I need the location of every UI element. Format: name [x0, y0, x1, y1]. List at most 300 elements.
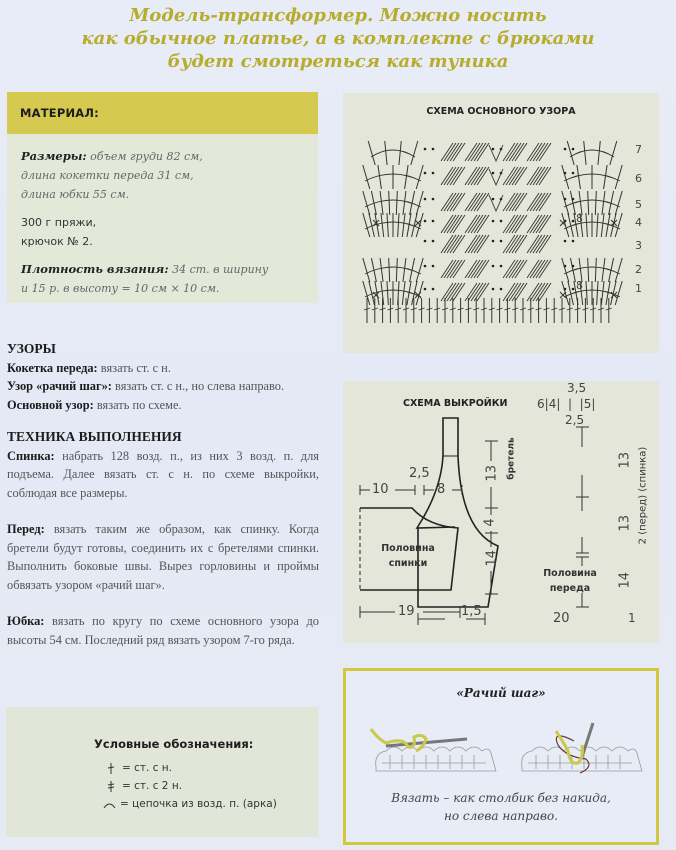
shell-stitch — [536, 215, 548, 233]
center-v — [489, 169, 503, 185]
legend-item: = цепочка из возд. п. (арка) — [103, 798, 277, 810]
left-fan-stitch — [380, 258, 383, 282]
left-fan-stitch — [405, 165, 409, 189]
shell-stitch — [536, 235, 548, 253]
left-fan-stitch — [416, 191, 423, 215]
chain-dot — [424, 198, 427, 201]
row-number: 3 — [635, 239, 642, 252]
shell-stitch — [447, 260, 459, 278]
shell-stitch — [515, 167, 527, 185]
pattern-item: Узор «рачий шаг»: вязать ст. с н., но слева направо. — [7, 379, 285, 393]
shell-stitch — [539, 193, 551, 211]
shell-stitch — [512, 215, 524, 233]
row-number: 5 — [635, 198, 642, 211]
shell-stitch — [441, 260, 453, 278]
shell-stitch — [465, 260, 477, 278]
shell-stitch — [527, 167, 539, 185]
right-fan-stitch — [595, 258, 596, 282]
chain-dot — [432, 148, 435, 151]
shell-stitch — [444, 260, 456, 278]
shell-stitch — [450, 143, 462, 161]
chain-dot — [572, 265, 575, 268]
sizes-line-1: объем груди 82 см, — [86, 150, 203, 163]
shell-stitch — [450, 260, 462, 278]
sizes-line-2: длина кокетки переда 31 см, — [21, 169, 194, 182]
shell-stitch — [471, 283, 483, 301]
title-line-3: будет смотреться как туника — [167, 51, 509, 72]
shell-stitch — [533, 193, 545, 211]
left-fan-stitch — [387, 281, 388, 305]
shell-stitch — [447, 215, 459, 233]
shell-stitch — [509, 143, 521, 161]
chain-dot — [424, 148, 427, 151]
shell-stitch — [441, 167, 453, 185]
shell-stitch — [474, 260, 486, 278]
chain-dot — [492, 198, 495, 201]
chain-dot — [492, 288, 495, 291]
right-fan-stitch — [604, 165, 608, 189]
shell-stitch — [527, 193, 539, 211]
chain-dot — [572, 148, 575, 151]
dim-front-h-upper: 13 — [617, 451, 633, 469]
chain-dot — [424, 240, 427, 243]
dim-front-h-mid: 13 — [617, 514, 633, 532]
dim-front-bottom: 20 — [553, 611, 570, 626]
chain-dot — [564, 240, 567, 243]
shell-stitch — [506, 167, 518, 185]
shell-stitch — [506, 283, 518, 301]
shell-stitch — [447, 193, 459, 211]
shell-stitch — [447, 167, 459, 185]
dim-back-bottom-extra: 1,5 — [461, 604, 482, 619]
shell-stitch — [450, 215, 462, 233]
shell-stitch — [530, 235, 542, 253]
shell-stitch — [515, 143, 527, 161]
shell-stitch — [539, 283, 551, 301]
dim-front-2-5: 2,5 — [565, 413, 585, 427]
shell-stitch — [453, 167, 465, 185]
right-fan-stitch — [562, 258, 569, 282]
right-fan-stitch — [601, 281, 604, 305]
shell-stitch — [503, 235, 515, 253]
shell-stitch — [468, 260, 480, 278]
dim-front-3-5: 3,5 — [567, 381, 587, 395]
arch-icon — [103, 799, 116, 810]
shell-stitch — [527, 283, 539, 301]
garment-pattern-scheme — [343, 381, 659, 643]
shell-stitch — [465, 235, 477, 253]
crab-stitch-box — [343, 668, 659, 845]
shell-stitch — [515, 215, 527, 233]
left-fan-stitch — [385, 141, 387, 165]
shell-stitch — [453, 215, 465, 233]
crab-stitch-illustration — [346, 709, 656, 789]
shell-stitch — [527, 143, 539, 161]
technique-section — [7, 428, 319, 649]
shell-stitch — [465, 167, 477, 185]
left-fan-stitch — [402, 281, 405, 305]
left-fan-stitch — [380, 191, 383, 215]
shell-stitch — [474, 215, 486, 233]
shell-stitch — [453, 283, 465, 301]
right-fan-stitch — [602, 191, 605, 215]
shell-stitch — [441, 235, 453, 253]
page-title — [0, 4, 676, 73]
shell-stitch — [515, 260, 527, 278]
shell-stitch — [509, 193, 521, 211]
shell-stitch — [447, 143, 459, 161]
shell-stitch — [468, 143, 480, 161]
shell-stitch — [453, 193, 465, 211]
left-fan — [371, 150, 415, 157]
right-fan-stitch — [586, 281, 587, 305]
dim-front-h-lower: 14 — [617, 571, 633, 589]
shell-stitch — [512, 167, 524, 185]
chain-dot — [432, 288, 435, 291]
shell-stitch — [474, 143, 486, 161]
chart-title: СХЕМА ОСНОВНОГО УЗОРА — [426, 106, 576, 117]
right-fan-stitch — [588, 191, 589, 215]
shell-stitch — [471, 260, 483, 278]
shell-stitch — [441, 143, 453, 161]
shell-stitch — [530, 215, 542, 233]
shell-stitch — [465, 283, 477, 301]
crab-stitch-heading: «Рачий шаг» — [456, 686, 546, 700]
shell-stitch — [539, 235, 551, 253]
chain-dot — [500, 240, 503, 243]
shell-stitch — [450, 167, 462, 185]
shell-stitch — [468, 193, 480, 211]
sc-mark — [560, 292, 566, 298]
chain-dot — [492, 240, 495, 243]
shell-stitch — [515, 283, 527, 301]
shell-stitch — [533, 167, 545, 185]
skirt-instructions: Юбка: вязать по кругу по схеме основного узора до высоты 54 см. Последний ряд вязать узором 7-го ряда. — [7, 614, 319, 647]
shell-stitch — [506, 215, 518, 233]
shell-stitch — [477, 260, 489, 278]
yarn-amount: 300 г пряжи, — [21, 216, 97, 229]
row-number: 2 — [635, 263, 642, 276]
shell-stitch — [441, 215, 453, 233]
chain-dot — [424, 288, 427, 291]
back-instructions: Спинка: набрать 128 возд. п., из них 3 возд. п. для подъема. Далее вязать ст. с н. по схеме выкройки, соблюдая все размеры. — [7, 448, 319, 500]
chain-dot — [492, 220, 495, 223]
shell-stitch — [539, 215, 551, 233]
right-fan-stitch — [584, 141, 586, 165]
gauge-line-2: и 15 р. в высоту = 10 см × 10 см. — [21, 282, 220, 295]
shell-stitch — [465, 215, 477, 233]
back-piece-label: Половина спинки — [381, 543, 435, 569]
chain-dot — [432, 265, 435, 268]
shell-stitch — [530, 143, 542, 161]
shell-stitch — [509, 167, 521, 185]
chain-dot — [572, 198, 575, 201]
right-fan-stitch — [562, 165, 569, 189]
shell-stitch — [471, 215, 483, 233]
chain-dot — [432, 172, 435, 175]
shell-stitch — [536, 260, 548, 278]
left-fan-stitch — [403, 258, 406, 282]
dim-back-h-upper: 13 — [484, 464, 500, 482]
shell-stitch — [512, 235, 524, 253]
left-fan-stitch — [368, 141, 375, 165]
shell-stitch — [465, 143, 477, 161]
garment-outline-diagram — [343, 381, 659, 643]
sizes-line-3: длина юбки 55 см. — [21, 188, 130, 201]
chain-dot — [492, 265, 495, 268]
shell-stitch — [512, 260, 524, 278]
shell-stitch — [471, 235, 483, 253]
chain-dot — [564, 265, 567, 268]
shell-stitch — [477, 283, 489, 301]
shell-stitch — [453, 235, 465, 253]
shell-stitch — [512, 283, 524, 301]
shell-stitch — [474, 193, 486, 211]
right-fan-stitch — [595, 191, 596, 215]
technique-heading: ТЕХНИКА ВЫПОЛНЕНИЯ — [7, 429, 182, 444]
dim-back-h-mid: 4 — [482, 518, 498, 527]
right-fan-stitch — [615, 258, 622, 282]
shell-stitch — [471, 167, 483, 185]
shell-stitch — [512, 143, 524, 161]
left-fan-stitch — [398, 281, 399, 305]
shell-stitch — [477, 215, 489, 233]
shell-stitch — [527, 260, 539, 278]
right-fan-stitch — [615, 165, 622, 189]
row-number: 1 — [635, 282, 642, 295]
shell-stitch — [506, 235, 518, 253]
chain-dot — [432, 198, 435, 201]
shell-stitch — [450, 193, 462, 211]
material-heading: МАТЕРИАЛ: — [7, 92, 318, 134]
dim-front-bottom-extra: 1 — [628, 611, 636, 625]
main-pattern-chart — [343, 93, 659, 353]
shell-stitch — [468, 235, 480, 253]
shell-stitch — [533, 143, 545, 161]
center-v — [489, 195, 503, 211]
right-fan-stitch — [562, 191, 569, 215]
repeat-label: 8 — [576, 212, 583, 225]
front-piece-label: Половина переда — [543, 568, 597, 594]
left-fan-stitch — [378, 165, 382, 189]
right-fan-stitch — [597, 213, 598, 237]
shell-stitch — [530, 283, 542, 301]
chain-dot — [492, 172, 495, 175]
chain-dot — [572, 220, 575, 223]
left-fan-stitch — [399, 141, 401, 165]
shell-stitch — [533, 215, 545, 233]
gauge-line-1: 34 ст. в ширину — [168, 263, 269, 276]
right-fan-stitch — [577, 165, 581, 189]
strap-label: бретель — [506, 437, 517, 480]
right-fan-stitch — [588, 258, 589, 282]
chain-dot — [564, 148, 567, 151]
shell-stitch — [471, 193, 483, 211]
left-fan-stitch — [363, 191, 370, 215]
left-fan-stitch — [389, 258, 390, 282]
dim-front-top-row: 6|4| | |5| — [537, 397, 596, 411]
title-line-1: Модель-трансформер. Можно носить — [129, 5, 547, 26]
dc-icon — [106, 763, 116, 774]
shell-stitch — [509, 235, 521, 253]
chain-dot — [424, 265, 427, 268]
pattern-item: Основной узор: вязать по схеме. — [7, 397, 182, 412]
shell-stitch — [444, 283, 456, 301]
chain-dot — [572, 240, 575, 243]
center-v — [489, 145, 503, 161]
legend-box — [6, 707, 318, 837]
left-fan-stitch — [396, 191, 397, 215]
shell-stitch — [533, 235, 545, 253]
shell-stitch — [509, 215, 521, 233]
right-fan-stitch — [597, 281, 598, 305]
shell-stitch — [477, 167, 489, 185]
shell-stitch — [539, 260, 551, 278]
shell-stitch — [477, 235, 489, 253]
dim-back-bottom: 19 — [398, 604, 415, 619]
shell-stitch — [444, 235, 456, 253]
repeat-label: 8 — [576, 279, 583, 292]
right-fan-stitch — [598, 141, 600, 165]
sizes-label: Размеры: — [21, 149, 87, 163]
chain-dot — [572, 172, 575, 175]
shell-stitch — [503, 167, 515, 185]
left-fan-stitch — [363, 281, 370, 305]
right-fan — [570, 150, 614, 157]
left-fan-stitch — [416, 258, 423, 282]
chain-dot — [564, 198, 567, 201]
shell-stitch — [503, 283, 515, 301]
right-fan-stitch — [586, 213, 587, 237]
gauge-label: Плотность вязания: — [21, 262, 169, 276]
shell-stitch — [539, 143, 551, 161]
row-number: 7 — [635, 143, 642, 156]
hook-size: крючок № 2. — [21, 235, 93, 248]
crab-stitch-caption: Вязать – как столбик без накида, но слева направо. — [391, 791, 611, 823]
row-number: 6 — [635, 172, 642, 185]
shell-stitch — [477, 193, 489, 211]
shell-stitch — [468, 283, 480, 301]
left-fan-stitch — [363, 258, 370, 282]
chain-dot — [564, 172, 567, 175]
chain-dot — [500, 220, 503, 223]
shell-stitch — [530, 167, 542, 185]
shell-stitch — [444, 143, 456, 161]
shell-stitch — [506, 193, 518, 211]
legend-item: = ст. с 2 н. — [106, 780, 182, 792]
left-fan-stitch — [396, 258, 397, 282]
shell-stitch — [539, 167, 551, 185]
title-line-2: как обычное платье, а в комплекте с брюками — [81, 28, 595, 49]
dim-back-neck: 2,5 — [409, 466, 430, 481]
shell-stitch — [468, 167, 480, 185]
shell-stitch — [468, 215, 480, 233]
material-box — [7, 92, 318, 303]
legend-item: = ст. с н. — [106, 762, 172, 774]
right-fan-stitch — [602, 258, 605, 282]
shell-stitch — [533, 260, 545, 278]
chain-dot — [500, 288, 503, 291]
right-fan-stitch — [615, 191, 622, 215]
shell-stitch — [474, 167, 486, 185]
shell-stitch — [506, 260, 518, 278]
shell-stitch — [471, 143, 483, 161]
left-fan-stitch — [363, 165, 370, 189]
row-number: 4 — [635, 216, 642, 229]
shell-stitch — [512, 193, 524, 211]
shell-stitch — [503, 215, 515, 233]
dim-back-h-lower: 14 — [484, 549, 500, 567]
left-fan-stitch — [403, 191, 406, 215]
right-fan-stitch — [610, 141, 617, 165]
shell-stitch — [444, 167, 456, 185]
shell-stitch — [506, 143, 518, 161]
shell-stitch — [509, 260, 521, 278]
shell-stitch — [477, 143, 489, 161]
chain-dot — [424, 220, 427, 223]
shell-stitch — [503, 260, 515, 278]
shell-stitch — [444, 193, 456, 211]
legend-heading: Условные обозначения: — [94, 737, 254, 751]
left-fan-stitch — [411, 141, 418, 165]
side-label: 2 (перед) (спинка) — [637, 446, 649, 545]
shell-stitch — [474, 235, 486, 253]
shell-stitch — [503, 193, 515, 211]
shell-stitch — [527, 235, 539, 253]
chain-dot — [564, 288, 567, 291]
shell-stitch — [450, 235, 462, 253]
chain-dot — [432, 240, 435, 243]
shell-stitch — [515, 235, 527, 253]
left-fan-stitch — [416, 165, 423, 189]
shell-stitch — [444, 215, 456, 233]
pattern-scheme-title: СХЕМА ВЫКРОЙКИ — [403, 398, 508, 409]
shell-stitch — [536, 167, 548, 185]
shell-stitch — [527, 215, 539, 233]
shell-stitch — [530, 260, 542, 278]
shell-stitch — [530, 193, 542, 211]
shell-stitch — [536, 193, 548, 211]
pattern-item: Кокетка переда: вязать ст. с н. — [7, 360, 171, 375]
shell-stitch — [447, 235, 459, 253]
shell-stitch — [453, 260, 465, 278]
shell-stitch — [441, 283, 453, 301]
patterns-heading: УЗОРЫ — [7, 341, 56, 356]
chain-dot — [432, 220, 435, 223]
right-fan-stitch — [601, 213, 604, 237]
chain-dot — [564, 220, 567, 223]
left-fan-stitch — [381, 213, 384, 237]
dim-back-top-right: 8 — [437, 482, 446, 497]
chain-dot — [492, 148, 495, 151]
tr-icon — [106, 781, 116, 792]
right-fan-stitch — [567, 141, 574, 165]
chain-dot — [424, 172, 427, 175]
shell-stitch — [503, 143, 515, 161]
chain-dot — [500, 265, 503, 268]
left-fan-stitch — [402, 213, 405, 237]
front-instructions: Перед: вязать таким же образом, как спинку. Когда бретели будут готовы, соединить их с бретелями спинки. Выполнить боковые швы. Вырез горловины и проймы обвязать узором «рачий шаг». — [7, 522, 319, 592]
shell-stitch — [453, 143, 465, 161]
shell-stitch — [515, 193, 527, 211]
shell-stitch — [465, 193, 477, 211]
shell-stitch — [536, 143, 548, 161]
left-fan-stitch — [389, 191, 390, 215]
left-fan-stitch — [363, 213, 370, 237]
patterns-section — [7, 340, 319, 414]
chain-dot — [572, 288, 575, 291]
left-fan-stitch — [398, 213, 399, 237]
